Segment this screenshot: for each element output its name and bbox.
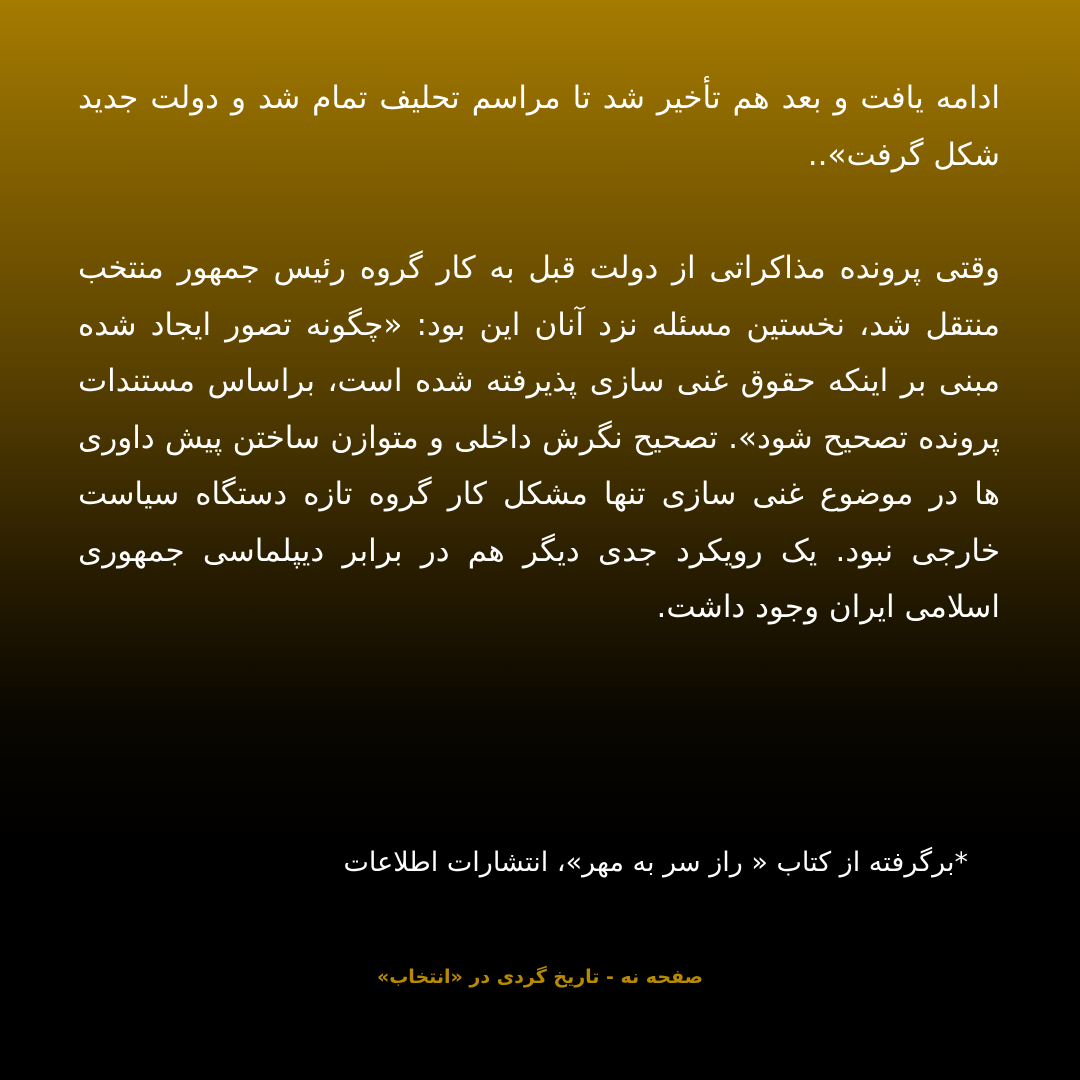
body-paragraph-continuation: ادامه یافت و بعد هم تأخیر شد تا مراسم تحلیف تمام شد و دولت جدید شکل گرفت».. (78, 80, 1000, 173)
source-note: *برگرفته از کتاب « راز سر به مهر»، انتشارات اطلاعات (343, 847, 968, 878)
body-paragraph-main: وقتی پرونده مذاکراتی از دولت قبل به کار گروه رئیس جمهور منتخب منتقل شد، نخستین مسئله نزد آنان این بود: «چگونه تصور ایجاد شده مبنی بر اینکه حقوق غنی سازی پذیرفته شده است، براساس مستندات پرونده تصحیح شود». تصحیح نگرش داخلی و متوازن ساختن پیش داوری ها در موضوع غنی سازی تنها مشکل کار گروه تازه دستگاه سیاست خارجی نبود. یک رویکرد جدی دیگر هم در برابر دیپلماسی جمهوری اسلامی ایران وجود داشت. (78, 250, 1000, 625)
footer-caption: صفحه نه - تاریخ گردی در «انتخاب» (376, 966, 704, 988)
